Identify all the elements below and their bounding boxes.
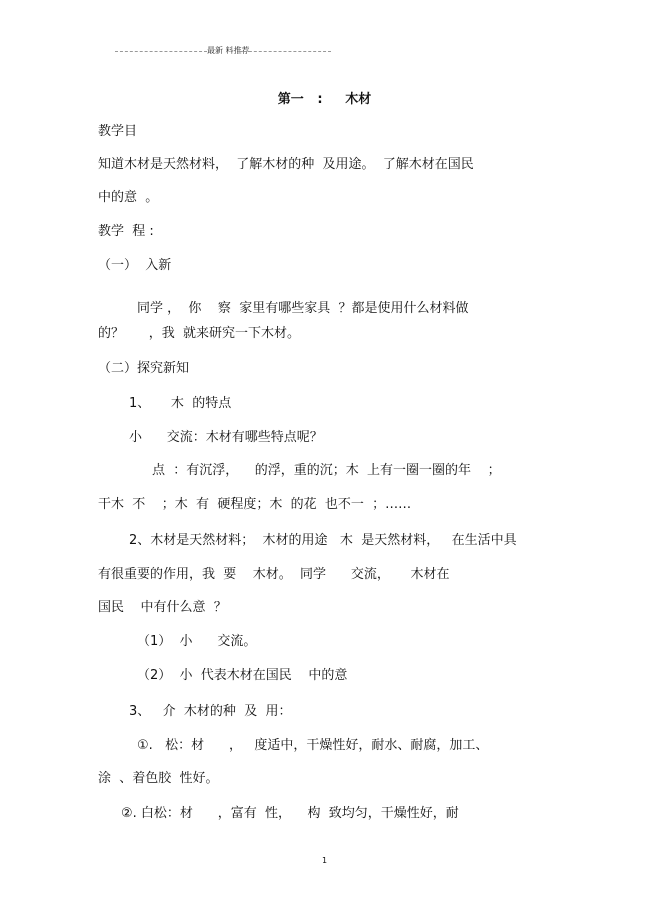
paragraph-line: 有很重要的作用，我 要 木材。 同学 交流， 木材在 <box>98 567 450 582</box>
paragraph-line: ①. 松：材 ， 度适中，干燥性好，耐水、耐腐，加工、 <box>137 738 489 753</box>
paragraph-line: 涂 、着色胶 性好。 <box>98 771 219 786</box>
paragraph-line: 教学 程 : <box>98 224 154 239</box>
paragraph-line: （1） 小 交流。 <box>137 634 257 649</box>
section-heading: （二）探究新知 <box>98 361 190 376</box>
paragraph-line: ②. 白松：材 ，富有 性， 构 致均匀，干燥性好，耐 <box>121 806 459 821</box>
paragraph-line: 3、 介 木材的种 及 用： <box>129 704 292 719</box>
paragraph-line: 的？ ，我 就来研究一下木材。 <box>98 326 301 341</box>
paragraph-line: 知道木材是天然材料， 了解木材的种 及用途。 了解木材在国民 <box>98 157 474 172</box>
header-text: 最新 料推荐 <box>207 46 250 55</box>
page-header <box>115 44 331 58</box>
paragraph-line: 小 交流：木材有哪些特点呢？ <box>129 430 323 445</box>
paragraph-line: 1、 木 的特点 <box>129 396 232 411</box>
document-title: 第一 : 木材 <box>277 92 372 107</box>
page-number: 1 <box>321 856 328 865</box>
paragraph-line: 点 ：有沉浮， 的浮，重的沉；木 上有一圈一圈的年 ； <box>152 463 501 478</box>
header-rule-left <box>115 51 207 52</box>
paragraph-line: 干木 不 ；木 有 硬程度；木 的花 也不一 ；…… <box>98 497 412 512</box>
paragraph-line: 中的意 。 <box>98 190 159 205</box>
paragraph-line: 2、木材是天然材料； 木材的用途 木 是天然材料， 在生活中具 <box>129 533 517 548</box>
paragraph-line: 国民 中有什么意 ？ <box>98 600 227 615</box>
paragraph-line: 同学 ， 你 察 家里有哪些家具 ？都是使用什么材料做 <box>137 301 469 316</box>
paragraph-line: （2） 小 代表木材在国民 中的意 <box>137 668 348 683</box>
header-rule-right <box>239 51 331 52</box>
paragraph-line: 教学目 <box>98 124 138 139</box>
section-heading: （一） 入新 <box>98 258 172 273</box>
